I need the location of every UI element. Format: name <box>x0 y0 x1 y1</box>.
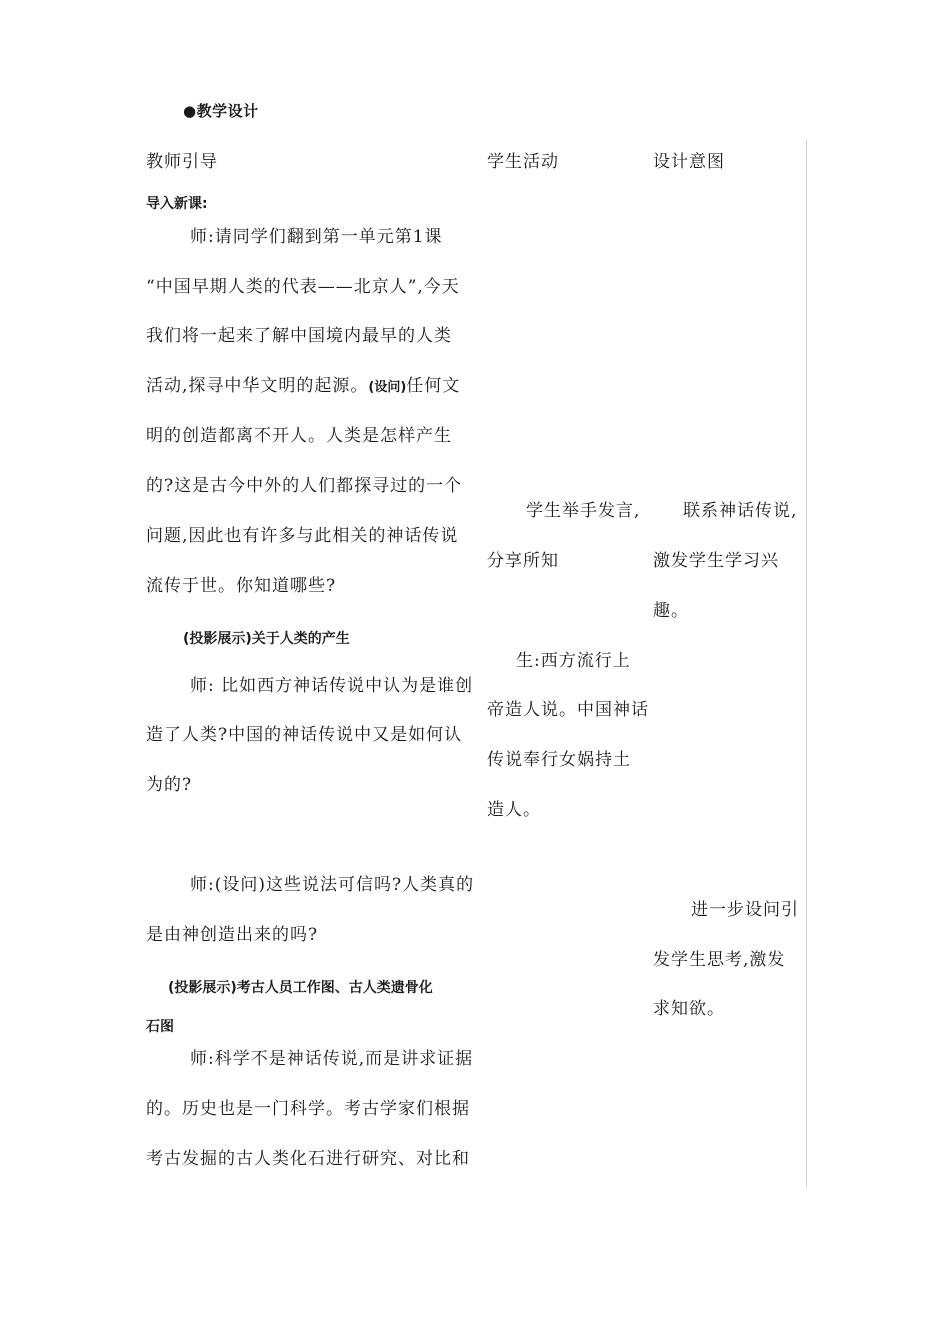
teacher-text: 明的创造都离不开人。人类是怎样产生 <box>146 426 452 446</box>
teacher-text: 师:科学不是神话传说,而是讲求证据 <box>190 1049 474 1069</box>
intro-heading: 导入新课: <box>146 196 208 212</box>
projection-note: (投影展示)关于人类的产生 <box>183 631 350 647</box>
teacher-text: 流传于世。你知道哪些? <box>146 576 337 596</box>
header-student: 学生活动 <box>487 152 559 172</box>
intent-text: 进一步设问引 <box>691 900 799 920</box>
question-tag: (设问) <box>368 380 407 395</box>
section-title: ●教学设计 <box>183 102 259 120</box>
intent-text: 发学生思考,激发 <box>653 950 786 970</box>
teacher-text: 师:(设问)这些说法可信吗?人类真的 <box>190 875 475 895</box>
teacher-text: 师:请同学们翻到第一单元第1课 <box>190 227 443 247</box>
intent-text: 求知欲。 <box>653 999 725 1019</box>
teacher-text: 问题,因此也有许多与此相关的神话传说 <box>146 526 459 546</box>
column-divider <box>806 140 807 1187</box>
teacher-text: 的?这是古今中外的人们都探寻过的一个 <box>146 476 463 496</box>
intent-text: 激发学生学习兴 <box>653 551 779 571</box>
projection-note: 石图 <box>146 1019 174 1035</box>
student-text: 造人。 <box>487 800 541 820</box>
student-text: 帝造人说。中国神话 <box>487 700 649 720</box>
teacher-text <box>146 376 460 398</box>
projection-note: (投影展示)考古人员工作图、古人类遗骨化 <box>168 980 433 996</box>
student-text: 分享所知 <box>487 551 559 571</box>
teacher-text: 考古发掘的古人类化石进行研究、对比和 <box>146 1149 470 1169</box>
teacher-text: 师: 比如西方神话传说中认为是谁创 <box>190 676 474 696</box>
header-teacher: 教师引导 <box>146 152 218 172</box>
intent-text: 趣。 <box>653 601 689 621</box>
teacher-text: 我们将一起来了解中国境内最早的人类 <box>146 326 452 346</box>
teacher-text: “中国早期人类的代表——北京人”,今天 <box>146 277 460 297</box>
header-intent: 设计意图 <box>653 152 725 172</box>
teacher-text: 是由神创造出来的吗? <box>146 925 319 945</box>
teacher-text-part: 任何文 <box>406 376 461 396</box>
teacher-text: 的。历史也是一门科学。考古学家们根据 <box>146 1099 470 1119</box>
teacher-text-part: 活动,探寻中华文明的起源。 <box>146 376 369 396</box>
student-text: 传说奉行女娲持土 <box>487 750 631 770</box>
teacher-text: 造了人类?中国的神话传说中又是如何认 <box>146 725 463 745</box>
teacher-text: 为的? <box>146 775 193 795</box>
student-text: 学生举手发言, <box>526 501 641 521</box>
student-text: 生:西方流行上 <box>516 651 631 671</box>
intent-text: 联系神话传说, <box>683 501 798 521</box>
